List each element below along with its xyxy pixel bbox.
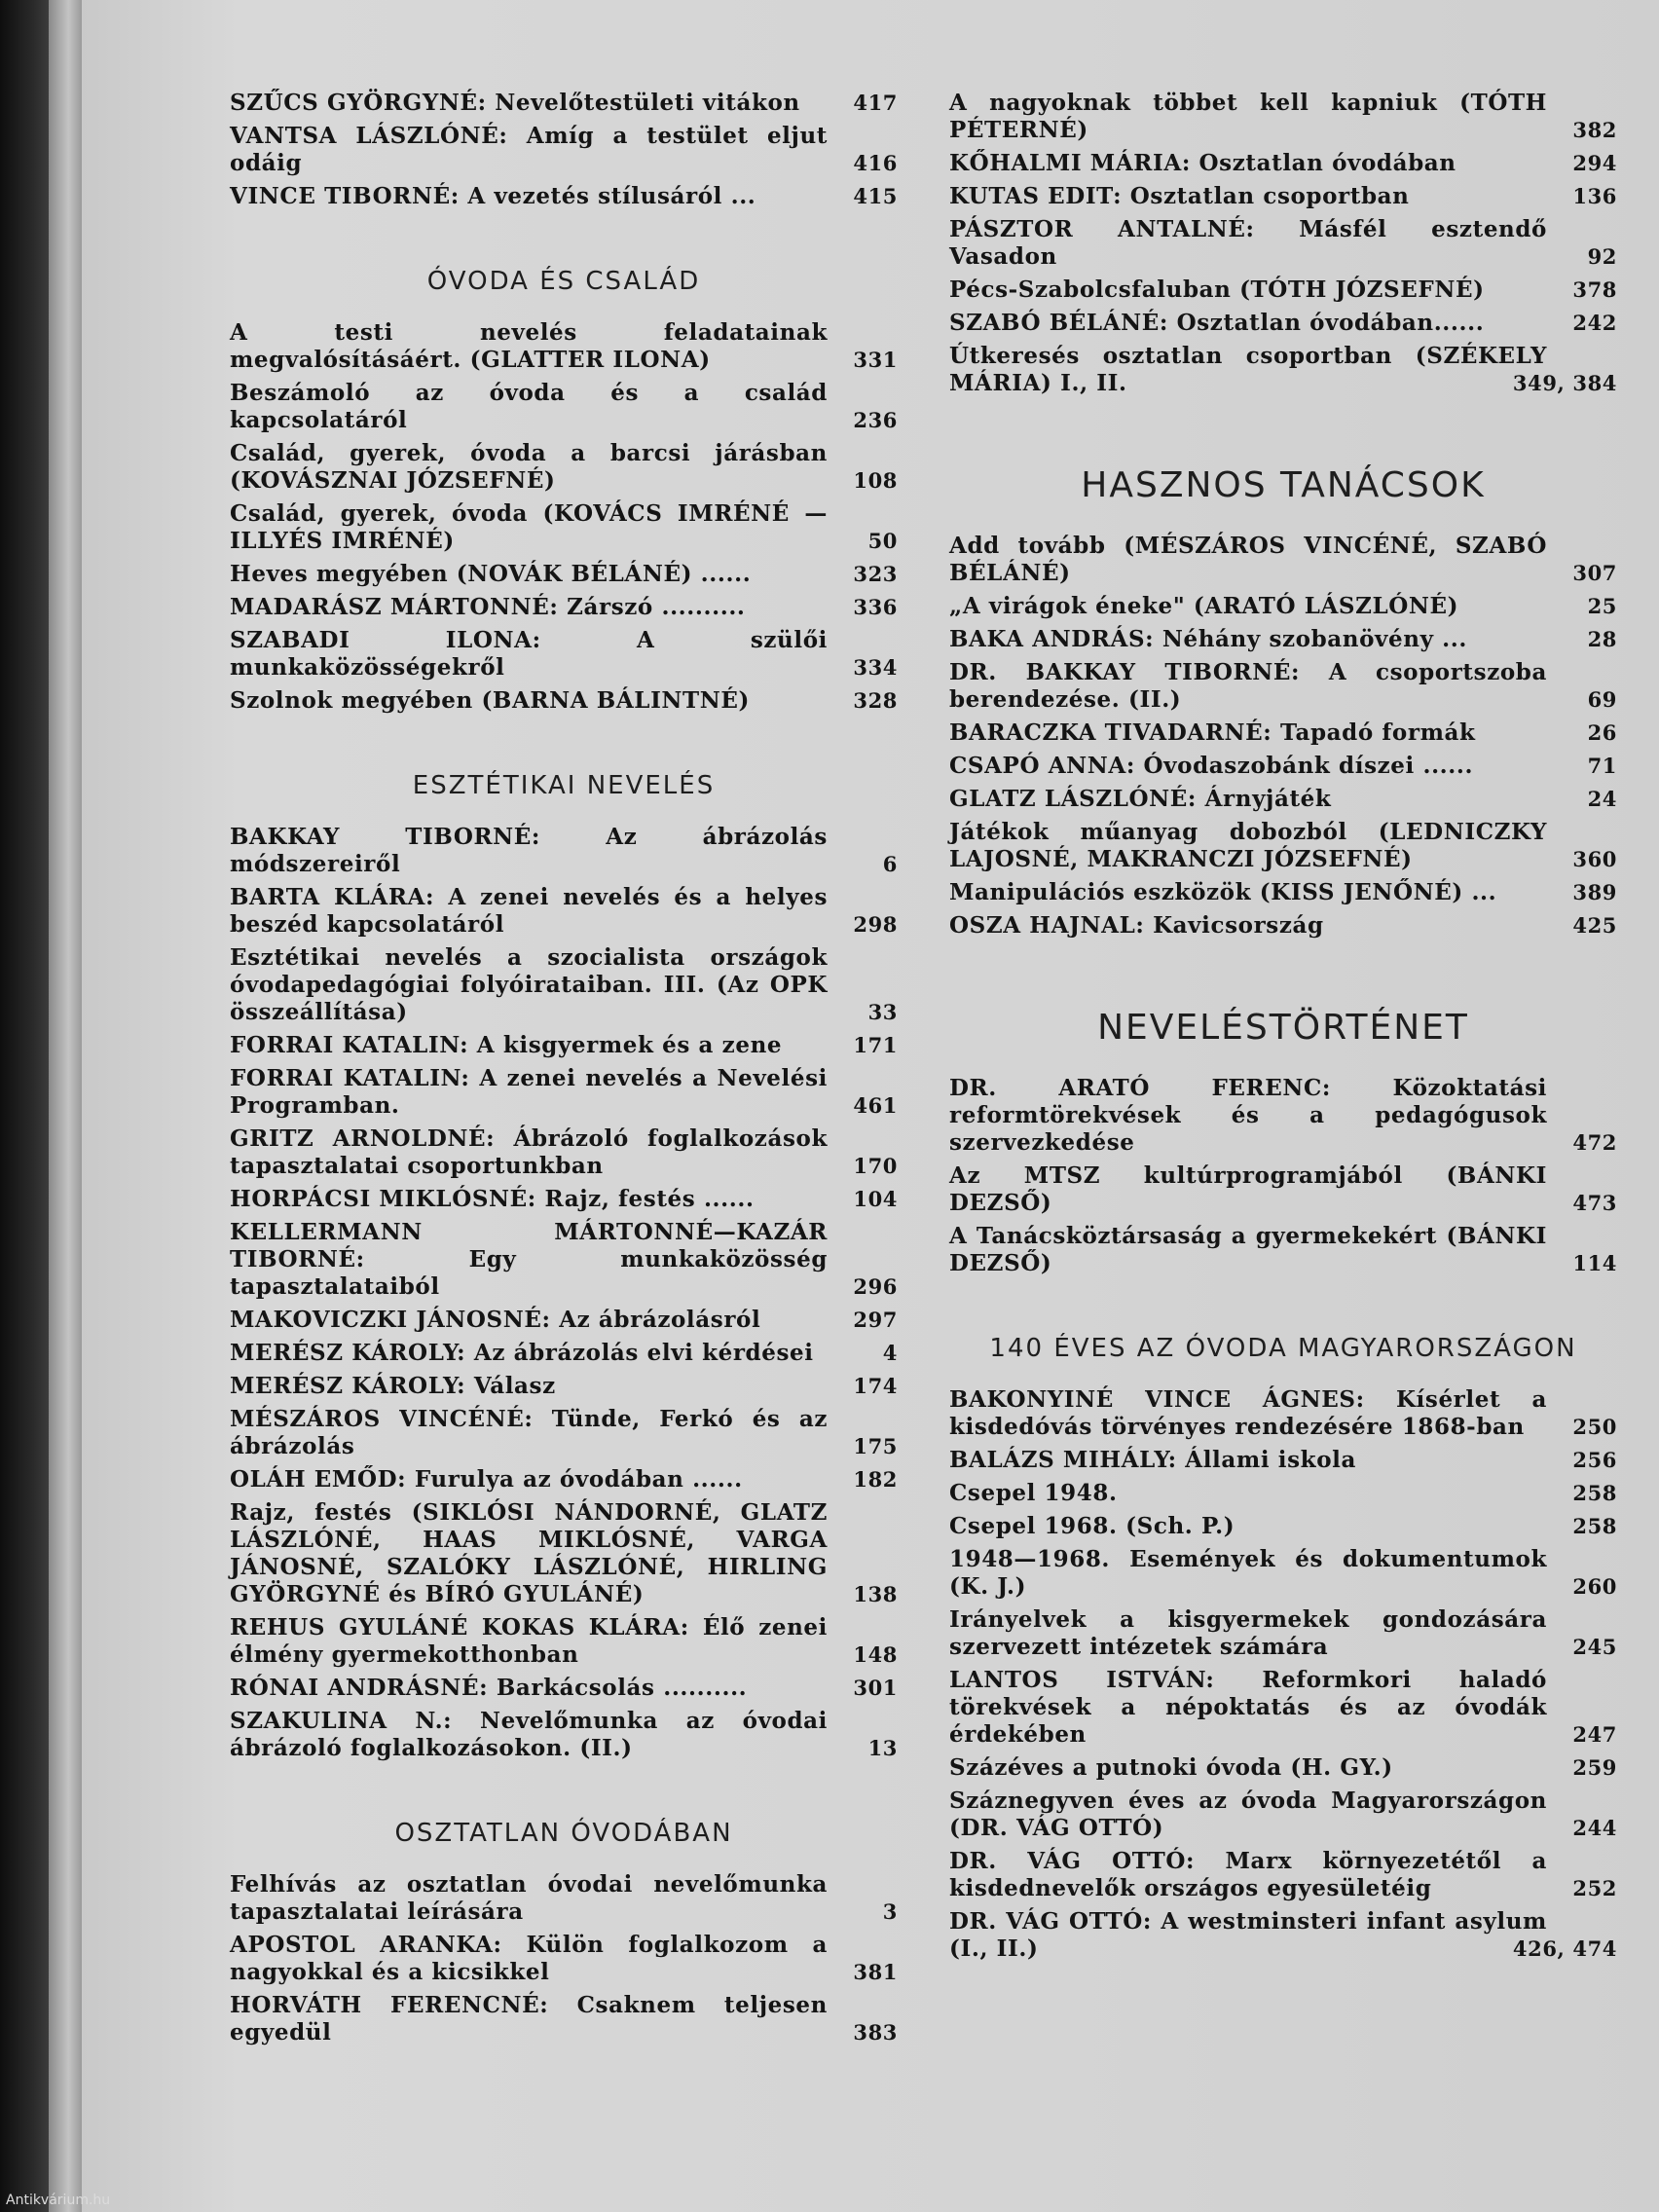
entry-title: Csepel 1948. (949, 1480, 1118, 1506)
entry-title: CSAPÓ ANNA: Óvodaszobánk díszei ...... (949, 753, 1474, 779)
index-entry (230, 884, 898, 939)
index-entry (230, 319, 898, 374)
index-entry (230, 594, 898, 621)
index-entry (230, 1219, 898, 1301)
entry-title: Útkeresés osztatlan csoportban (SZÉKELY MÁRIA) I., II. (949, 343, 1547, 396)
index-entry (949, 626, 1617, 653)
page-number: 242 (1572, 311, 1617, 335)
left-group-1 (230, 90, 898, 210)
entry-title: BARTA KLÁRA: A zenei nevelés és a helyes beszéd kapcsolatáról (230, 884, 828, 938)
index-entry (949, 1386, 1617, 1441)
page-number: 425 (1572, 913, 1617, 938)
entry-title: Rajz, festés (SIKLÓSI NÁNDORNÉ, GLATZ LÁSZLÓNÉ, HAAS MIKLÓSNÉ, VARGA JÁNOSNÉ, SZALÓKY LÁSZLÓNÉ, HIRLING GYÖRGYNÉ és BÍRÓ GYULÁNÉ) (230, 1499, 828, 1607)
index-entry (949, 150, 1617, 177)
entry-title: GRITZ ARNOLDNÉ: Ábrázoló foglalkozások tapasztalatai csoportunkban (230, 1125, 828, 1179)
index-entry (949, 1606, 1617, 1661)
page-number: 259 (1572, 1755, 1617, 1780)
index-entry (230, 1614, 898, 1669)
entry-title: KŐHALMI MÁRIA: Osztatlan óvodában (949, 150, 1456, 176)
page-number: 175 (853, 1434, 898, 1458)
page-number: 4 (882, 1341, 898, 1365)
page-number: 25 (1587, 594, 1617, 618)
index-entry (230, 1871, 898, 1926)
entry-title: FORRAI KATALIN: A kisgyermek és a zene (230, 1032, 783, 1058)
entry-title: Esztétikai nevelés a szocialista országok óvodapedagógiai folyóirataiban. III. (Az OPK összeállítása) (230, 944, 828, 1025)
index-entry (230, 90, 898, 117)
entry-title: „A virágok éneke" (ARATÓ LÁSZLÓNÉ) (949, 593, 1459, 619)
page-number: 256 (1572, 1448, 1617, 1472)
entry-title: FORRAI KATALIN: A zenei nevelés a Nevelési Programban. (230, 1065, 828, 1119)
index-entry (230, 1340, 898, 1367)
entry-title: REHUS GYULÁNÉ KOKAS KLÁRA: Élő zenei élmény gyermekotthonban (230, 1614, 828, 1668)
entry-title: Család, gyerek, óvoda (KOVÁCS IMRÉNÉ —ILLYÉS IMRÉNÉ) (230, 500, 828, 554)
index-entry (949, 343, 1617, 397)
entry-title: SZAKULINA N.: Nevelőmunka az óvodai ábrázoló foglalkozásokon. (II.) (230, 1708, 828, 1761)
entry-title: Százéves a putnoki óvoda (H. GY.) (949, 1754, 1393, 1781)
entry-title: A nagyoknak többet kell kapniuk (TÓTH PÉTERNÉ) (949, 90, 1547, 143)
entry-title: MADARÁSZ MÁRTONNÉ: Zárszó .......... (230, 594, 746, 620)
index-entry (949, 1447, 1617, 1474)
entry-title: DR. BAKKAY TIBORNÉ: A csoportszoba berendezése. (II.) (949, 659, 1547, 713)
entry-title: SZABADI ILONA: A szülői munkaközösségekről (230, 627, 828, 681)
index-entry (949, 1667, 1617, 1749)
page-number: 3 (882, 1899, 898, 1924)
section-title-hasznos-tanacsok: HASZNOS TANÁCSOK (1081, 465, 1486, 505)
index-entry (949, 1480, 1617, 1507)
section-hasznos-list (949, 533, 1617, 940)
watermark: Antikvárium.hu (6, 2193, 111, 2208)
entry-title: SZABÓ BÉLÁNÉ: Osztatlan óvodában...... (949, 310, 1485, 336)
page-number: 426, 474 (1512, 1936, 1617, 1961)
entry-title: MERÉSZ KÁROLY: Válasz (230, 1373, 556, 1399)
index-entry (949, 1546, 1617, 1601)
page-number: 301 (853, 1676, 898, 1700)
index-entry (230, 1373, 898, 1400)
entry-title: HORVÁTH FERENCNÉ: Csaknem teljesen egyedül (230, 1992, 828, 2046)
index-entry (949, 719, 1617, 747)
page-number: 247 (1572, 1722, 1617, 1747)
entry-title: Száznegyven éves az óvoda Magyarországon (DR. VÁG OTTÓ) (949, 1788, 1547, 1841)
index-entry (230, 440, 898, 495)
index-entry (230, 1499, 898, 1608)
entry-title: APOSTOL ARANKA: Külön foglalkozom a nagyokkal és a kicsikkel (230, 1932, 828, 1985)
index-entry (230, 687, 898, 715)
right-column (949, 90, 1617, 1969)
entry-title: Beszámoló az óvoda és a család kapcsolatáról (230, 380, 828, 433)
right-group-1 (949, 90, 1617, 397)
entry-title: LANTOS ISTVÁN: Reformkori haladó törekvések a népoktatás és az óvodák érdekében (949, 1667, 1547, 1748)
entry-title: MÉSZÁROS VINCÉNÉ: Tünde, Ferkó és az ábrázolás (230, 1406, 828, 1459)
index-entry (949, 753, 1617, 780)
page-number: 244 (1572, 1816, 1617, 1840)
index-entry (949, 1075, 1617, 1157)
page-number: 69 (1587, 687, 1617, 712)
page-number: 328 (853, 688, 898, 713)
index-entry (230, 1708, 898, 1762)
entry-title: A testi nevelés feladatainak megvalósításáért. (GLATTER ILONA) (230, 319, 828, 373)
entry-title: RÓNAI ANDRÁSNÉ: Barkácsolás .......... (230, 1675, 748, 1701)
index-entry (230, 500, 898, 555)
section-ovoda-csalad-list (230, 319, 898, 715)
entry-title: Csepel 1968. (Sch. P.) (949, 1513, 1235, 1539)
index-entry (949, 1223, 1617, 1277)
page-number: 252 (1572, 1876, 1617, 1900)
page-number: 415 (853, 184, 898, 208)
index-entry (949, 912, 1617, 940)
index-entry (949, 1788, 1617, 1842)
entry-title: BAKA ANDRÁS: Néhány szobanövény ... (949, 626, 1467, 652)
page-number: 297 (853, 1308, 898, 1332)
index-entry (230, 380, 898, 434)
page-number: 71 (1587, 754, 1617, 778)
index-entry (230, 1406, 898, 1460)
page-number: 383 (853, 2020, 898, 2045)
index-entry (949, 879, 1617, 906)
page-number: 258 (1572, 1514, 1617, 1538)
entry-title: Szolnok megyében (BARNA BÁLINTNÉ) (230, 687, 750, 714)
section-nevelestortenet-list (949, 1075, 1617, 1277)
entry-title: BALÁZS MIHÁLY: Állami iskola (949, 1447, 1356, 1473)
index-entry (949, 533, 1617, 587)
index-entry (949, 310, 1617, 337)
index-entry (230, 944, 898, 1026)
page-number: 182 (853, 1467, 898, 1492)
index-entry (949, 819, 1617, 873)
index-entry (949, 216, 1617, 271)
index-entry (230, 1186, 898, 1213)
page-number: 323 (853, 562, 898, 586)
index-entry (949, 1513, 1617, 1540)
index-entry (230, 1675, 898, 1702)
page-number: 331 (853, 348, 898, 372)
page-number: 473 (1572, 1191, 1617, 1215)
index-entry (230, 1307, 898, 1334)
entry-title: A Tanácsköztársaság a gyermekekért (BÁNKI DEZSŐ) (949, 1223, 1547, 1276)
page-number: 378 (1572, 277, 1617, 302)
section-title-nevelestortenet: NEVELÉSTÖRTÉNET (1097, 1008, 1469, 1048)
section-140-list (949, 1386, 1617, 1963)
entry-title: BAKKAY TIBORNÉ: Az ábrázolás módszereiről (230, 824, 828, 877)
entry-title: Heves megyében (NOVÁK BÉLÁNÉ) ...... (230, 561, 752, 587)
index-entry (949, 276, 1617, 304)
page-number: 294 (1572, 151, 1617, 175)
page-number: 171 (853, 1033, 898, 1057)
entry-title: MAKOVICZKI JÁNOSNÉ: Az ábrázolásról (230, 1307, 761, 1333)
entry-title: DR. VÁG OTTÓ: Marx környezetétől a kisdednevelők országos egyesületéig (949, 1848, 1547, 1901)
index-entry (949, 183, 1617, 210)
index-entry (230, 627, 898, 682)
entry-title: Játékok műanyag dobozból (LEDNICZKY LAJOSNÉ, MAKRANCZI JÓZSEFNÉ) (949, 819, 1547, 872)
entry-title: DR. ARATÓ FERENC: Közoktatási reformtörekvések és a pedagógusok szervezkedése (949, 1075, 1547, 1156)
index-entry (949, 1908, 1617, 1963)
page-number: 250 (1572, 1415, 1617, 1439)
entry-title: Add tovább (MÉSZÁROS VINCÉNÉ, SZABÓ BÉLÁNÉ) (949, 533, 1547, 586)
index-entry (949, 786, 1617, 813)
index-entry (230, 824, 898, 878)
section-title-esztetikai-neveles: ESZTÉTIKAI NEVELÉS (412, 771, 716, 800)
page-number: 298 (853, 912, 898, 937)
page-number: 6 (882, 852, 898, 876)
page-number: 296 (853, 1274, 898, 1299)
left-column (230, 90, 898, 2052)
entry-title: SZŰCS GYÖRGYNÉ: Nevelőtestületi vitákon (230, 90, 800, 116)
page-number: 416 (853, 151, 898, 175)
entry-title: Manipulációs eszközök (KISS JENŐNÉ) ... (949, 879, 1497, 905)
index-entry (949, 1162, 1617, 1217)
section-esztetikai-list (230, 824, 898, 1762)
entry-title: BAKONYINÉ VINCE ÁGNES: Kísérlet a kisdedóvás törvényes rendezésére 1868-ban (949, 1386, 1547, 1440)
page-number: 349, 384 (1512, 371, 1617, 395)
entry-title: KUTAS EDIT: Osztatlan csoportban (949, 183, 1410, 209)
page-number: 336 (853, 595, 898, 619)
page-number: 24 (1587, 787, 1617, 811)
entry-title: Felhívás az osztatlan óvodai nevelőmunka tapasztalatai leírására (230, 1871, 828, 1925)
entry-title: Irányelvek a kisgyermekek gondozására szervezett intézetek számára (949, 1606, 1547, 1660)
page-number: 28 (1587, 627, 1617, 651)
index-entry (949, 1754, 1617, 1782)
page-number: 104 (853, 1187, 898, 1211)
entry-title: GLATZ LÁSZLÓNÉ: Árnyjáték (949, 786, 1332, 812)
index-entry (230, 561, 898, 588)
entry-title: VINCE TIBORNÉ: A vezetés stílusáról ... (230, 183, 756, 209)
index-entry (949, 593, 1617, 620)
page-number: 260 (1572, 1574, 1617, 1599)
page-number: 381 (853, 1960, 898, 1984)
page-number: 33 (867, 1000, 898, 1024)
page-number: 108 (853, 468, 898, 493)
entry-title: Az MTSZ kultúrprogramjából (BÁNKI DEZSŐ) (949, 1162, 1547, 1216)
section-title-osztatlan-ovodaban: OSZTATLAN ÓVODÁBAN (394, 1819, 733, 1848)
page-number: 13 (867, 1736, 898, 1760)
page-number: 382 (1572, 118, 1617, 142)
index-entry (230, 1125, 898, 1180)
page-number: 174 (853, 1374, 898, 1398)
entry-title: OSZA HAJNAL: Kavicsország (949, 912, 1324, 939)
entry-title: BARACZKA TIVADARNÉ: Tapadó formák (949, 719, 1476, 746)
entry-title: 1948—1968. Események és dokumentumok (K. J.) (949, 1546, 1547, 1600)
section-osztatlan-list (230, 1871, 898, 2046)
entry-title: VANTSA LÁSZLÓNÉ: Amíg a testület eljut odáig (230, 123, 828, 176)
index-entry (230, 1932, 898, 1986)
page-number: 334 (853, 655, 898, 680)
previous-page-edge (49, 0, 82, 2212)
page-number: 307 (1572, 561, 1617, 585)
page-number: 360 (1572, 847, 1617, 871)
page-number: 461 (853, 1093, 898, 1118)
entry-title: Pécs-Szabolcsfaluban (TÓTH JÓZSEFNÉ) (949, 276, 1485, 303)
page-number: 92 (1587, 244, 1617, 269)
entry-title: DR. VÁG OTTÓ: A westminsteri infant asylum (I., II.) (949, 1908, 1547, 1962)
index-entry (230, 1032, 898, 1059)
entry-title: MERÉSZ KÁROLY: Az ábrázolás elvi kérdései (230, 1340, 814, 1366)
index-entry (949, 90, 1617, 144)
page-number: 148 (853, 1642, 898, 1667)
page-number: 138 (853, 1582, 898, 1606)
page-number: 417 (853, 91, 898, 115)
index-entry (949, 659, 1617, 714)
page-number: 258 (1572, 1481, 1617, 1505)
page-number: 472 (1572, 1130, 1617, 1155)
index-entry (949, 1848, 1617, 1902)
page-number: 389 (1572, 880, 1617, 904)
index-entry (230, 123, 898, 177)
page-number: 245 (1572, 1635, 1617, 1659)
index-entry (230, 1065, 898, 1120)
page-number: 26 (1587, 720, 1617, 745)
index-entry (230, 183, 898, 210)
entry-title: HORPÁCSI MIKLÓSNÉ: Rajz, festés ...... (230, 1186, 755, 1212)
entry-title: OLÁH EMŐD: Furulya az óvodában ...... (230, 1466, 743, 1493)
page-number: 170 (853, 1154, 898, 1178)
page-number: 114 (1572, 1251, 1617, 1275)
entry-title: KELLERMANN MÁRTONNÉ—KAZÁR TIBORNÉ: Egy munkaközösség tapasztalataiból (230, 1219, 828, 1300)
entry-title: Család, gyerek, óvoda a barcsi járásban (KOVÁSZNAI JÓZSEFNÉ) (230, 440, 828, 494)
page-number: 136 (1572, 184, 1617, 208)
section-title-ovoda-csalad: ÓVODA ÉS CSALÁD (426, 267, 701, 296)
page-number: 50 (867, 529, 898, 553)
entry-title: PÁSZTOR ANTALNÉ: Másfél esztendő Vasadon (949, 216, 1547, 270)
index-entry (230, 1466, 898, 1493)
section-title-140-eves: 140 ÉVES AZ ÓVODA MAGYARORSZÁGON (989, 1334, 1577, 1363)
page-number: 236 (853, 408, 898, 432)
index-entry (230, 1992, 898, 2046)
